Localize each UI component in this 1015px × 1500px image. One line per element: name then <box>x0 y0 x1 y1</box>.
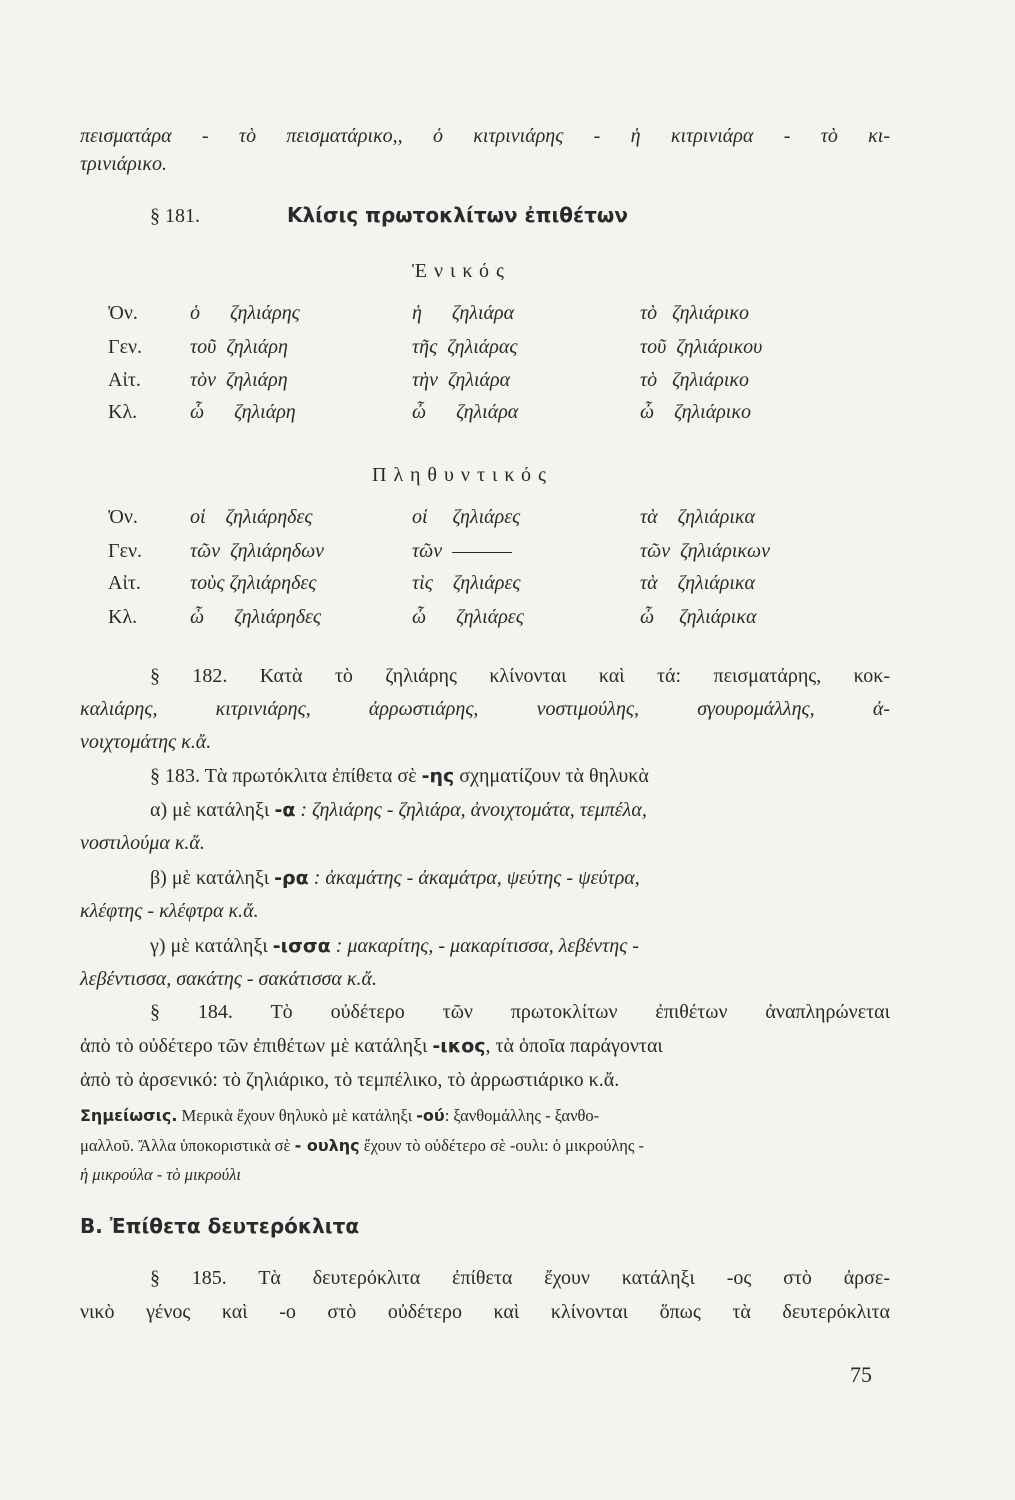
case-label: Κλ. <box>108 606 138 628</box>
note-line-1 <box>80 1102 890 1130</box>
plural-row <box>0 572 1015 602</box>
section-184-line-3: ἀπὸ τὸ ἀρσενικό: τὸ ζηλιάρικο, τὸ τεμπέλικο, τὸ ἀρρωστιάρικο κ.ἄ. <box>80 1069 620 1091</box>
feminine-form: οἱ ζηλιάρες <box>412 506 521 528</box>
singular-row <box>0 369 1015 399</box>
rule-b-line-2: κλέφτης - κλέφτρα κ.ἄ. <box>80 900 259 922</box>
plural-row <box>0 540 1015 570</box>
rule-b-examples: : ἀκαμάτης - ἀκαμάτρα, ψεύτης - ψεύτρα, <box>313 867 640 889</box>
section-182-line-1: § 182. Κατὰ τὸ ζηλιάρης κλίνονται καὶ τά: πεισματάρης, κοκ- <box>150 665 890 687</box>
feminine-form: ἡ ζηλιάρα <box>412 302 515 324</box>
note-text-2-end: ἔχουν τὸ οὐδέτερο σὲ -ουλι: ὁ μικρούλης - <box>363 1136 645 1155</box>
singular-label: Ἑνικός <box>412 260 511 282</box>
neuter-form: τὸ ζηλιάρικο <box>640 369 750 391</box>
feminine-form: τὴν ζηλιάρα <box>412 369 511 391</box>
section-183-heading <box>150 762 890 790</box>
ending-ra: -ρα <box>274 867 309 889</box>
feminine-form: ὦ ζηλιάρα <box>412 401 519 423</box>
masculine-form: ὦ ζηλιάρη <box>190 401 296 423</box>
note-text: Μερικὰ ἔχουν θηλυκὸ μὲ κατάληξι <box>181 1106 413 1125</box>
masculine-form: ὦ ζηλιάρηδες <box>190 606 322 628</box>
rule-c-examples: : μακαρίτης, - μακαρίτισσα, λεβέντης - <box>335 935 639 957</box>
note-text-2: μαλλοῦ. Ἄλλα ὑποκοριστικὰ σὲ <box>80 1136 291 1155</box>
case-label: Γεν. <box>108 540 143 562</box>
feminine-form: τῆς ζηλιάρας <box>412 336 518 358</box>
missing-form-dash <box>452 552 512 553</box>
feminine-form: ὦ ζηλιάρες <box>412 606 524 628</box>
ending-issa: -ισσα <box>272 935 331 957</box>
section-184-text-end: , τὰ ὁποῖα παράγονται <box>485 1035 663 1057</box>
masculine-form: τοὺς ζηλιάρηδες <box>190 572 317 594</box>
section-182-line-3: νοιχτομάτης κ.ἄ. <box>80 731 212 753</box>
case-label: Γεν. <box>108 336 143 358</box>
masculine-form: ὁ ζηλιάρης <box>190 302 300 324</box>
masculine-form: τὸν ζηλιάρη <box>190 369 288 391</box>
note-line-2 <box>80 1132 890 1160</box>
rule-a-examples: : ζηλιάρης - ζηλιάρα, ἀνοιχτομάτα, τεμπέλα, <box>300 799 647 821</box>
singular-row <box>0 336 1015 366</box>
ending-oulis: - ουλης <box>294 1136 360 1155</box>
section-183-text: § 183. Τὰ πρωτόκλιτα ἐπίθετα σὲ <box>150 765 417 787</box>
section-181-number: § 181. <box>150 205 200 227</box>
masculine-form: τοῦ ζηλιάρη <box>190 336 288 358</box>
rule-b-label: β) μὲ κατάληξι <box>150 867 270 889</box>
note-label: Σημείωσις. <box>80 1106 178 1125</box>
singular-row <box>0 302 1015 332</box>
neuter-form: τὰ ζηλιάρικα <box>640 572 755 594</box>
rule-a-line-2: νοστιλούμα κ.ἄ. <box>80 832 205 854</box>
plural-label: Πληθυντικός <box>372 464 553 486</box>
section-185-line-1: § 185. Τὰ δευτερόκλιτα ἐπίθετα ἔχουν κατάληξι -ος στὸ ἀρσε- <box>150 1267 890 1289</box>
case-label: Αἰτ. <box>108 369 141 391</box>
ending-a: -α <box>274 799 296 821</box>
case-label: Κλ. <box>108 401 138 423</box>
ending-ou: -ού <box>416 1106 445 1125</box>
case-label: Ὀν. <box>108 506 138 528</box>
neuter-form: τοῦ ζηλιάρικου <box>640 336 763 358</box>
case-label: Ὀν. <box>108 302 138 324</box>
neuter-form: τῶν ζηλιάρικων <box>640 540 770 562</box>
ending-es: -ης <box>421 765 455 787</box>
section-181-title: Κλίσις πρωτοκλίτων ἐπιθέτων <box>287 203 628 227</box>
masculine-form: τῶν ζηλιάρηδων <box>190 540 325 562</box>
feminine-form-missing <box>412 540 512 563</box>
plural-row <box>0 606 1015 636</box>
case-label: Αἰτ. <box>108 572 141 594</box>
section-183-text-end: σχηματίζουν τὰ θηλυκὰ <box>459 765 649 787</box>
rule-a <box>150 796 890 824</box>
intro-line-1: πεισματάρα - τὸ πεισματάρικο,, ὁ κιτρινιάρης - ἡ κιτρινιάρα - τὸ κι- <box>80 125 890 147</box>
rule-c <box>150 932 890 960</box>
note-line-3: ἡ μικρούλα - τὸ μικρούλι <box>80 1165 241 1184</box>
rule-c-line-2: λεβέντισσα, σακάτης - σακάτισσα κ.ἄ. <box>80 968 378 990</box>
feminine-article: τῶν <box>412 540 443 562</box>
rule-c-label: γ) μὲ κατάληξι <box>150 935 268 957</box>
section-b-title: Β. Ἐπίθετα δευτερόκλιτα <box>80 1214 360 1238</box>
rule-b <box>150 864 890 892</box>
section-184-line-1: § 184. Τὸ οὐδέτερο τῶν πρωτοκλίτων ἐπιθέτων ἀναπληρώνεται <box>150 1001 890 1023</box>
plural-row <box>0 506 1015 536</box>
section-182-line-2: καλιάρης, κιτρινιάρης, ἀρρωστιάρης, νοστιμούλης, σγουρομάλλης, ἀ- <box>80 698 890 720</box>
rule-a-label: α) μὲ κατάληξι <box>150 799 270 821</box>
section-185-line-2: νικὸ γένος καὶ -ο στὸ οὐδέτερο καὶ κλίνονται ὅπως τὰ δευτερόκλιτα <box>80 1301 890 1323</box>
ending-ikos: -ικος <box>432 1035 486 1057</box>
section-184-text: ἀπὸ τὸ οὐδέτερο τῶν ἐπιθέτων μὲ κατάληξι <box>80 1035 428 1057</box>
neuter-form: ὦ ζηλιάρικο <box>640 401 751 423</box>
intro-line-2: τρινιάρικο. <box>80 153 168 175</box>
section-184-line-2 <box>80 1032 890 1060</box>
page-number: 75 <box>850 1362 872 1387</box>
neuter-form: ὦ ζηλιάρικα <box>640 606 757 628</box>
feminine-form: τὶς ζηλιάρες <box>412 572 521 594</box>
singular-row <box>0 401 1015 431</box>
neuter-form: τὸ ζηλιάρικο <box>640 302 750 324</box>
masculine-form: οἱ ζηλιάρηδες <box>190 506 313 528</box>
neuter-form: τὰ ζηλιάρικα <box>640 506 755 528</box>
note-text-end: : ξανθομάλλης - ξανθο- <box>444 1106 600 1125</box>
